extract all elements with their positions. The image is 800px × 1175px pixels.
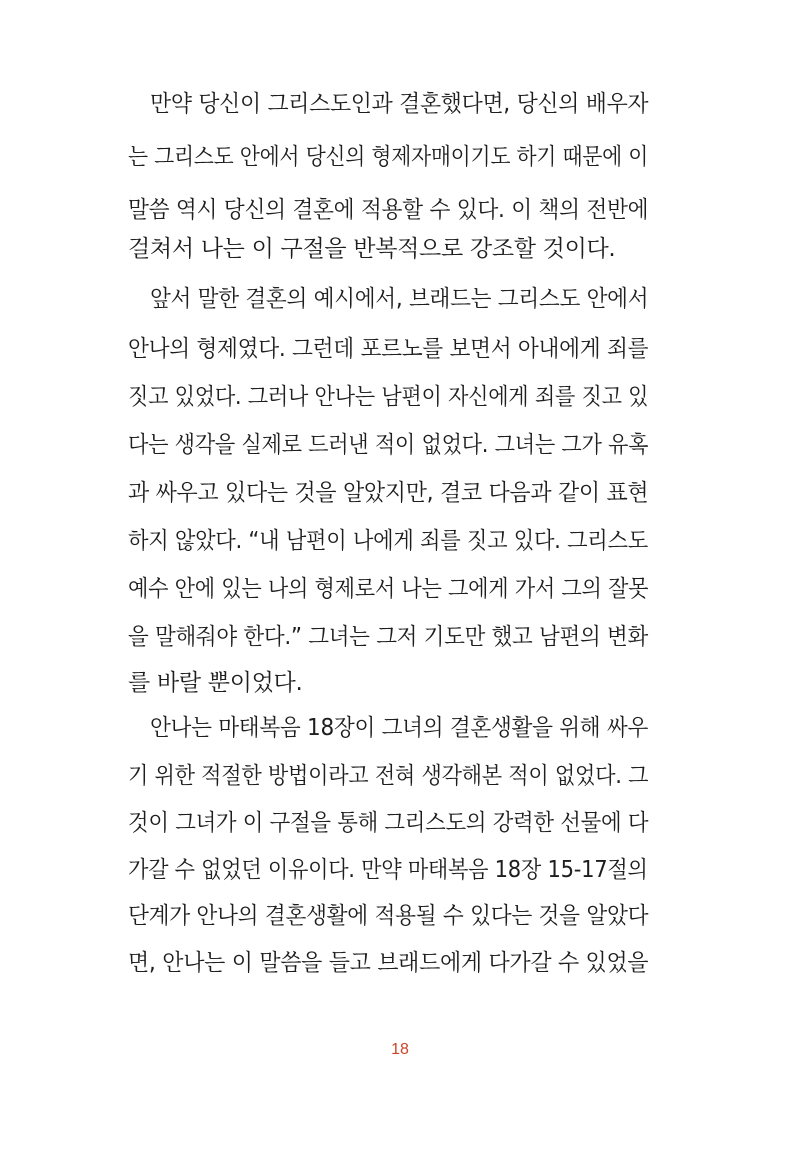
text-line: 단계가 안나의 결혼생활에 적용될 수 있다는 것을 알았다: [128, 903, 649, 929]
text-line: 안나의 형제였다. 그런데 포르노를 보면서 아내에게 죄를: [128, 336, 649, 362]
page-number: 18: [391, 1041, 409, 1058]
text-line: 다는 생각을 실제로 드러낸 적이 없었다. 그녀는 그가 유혹: [128, 432, 649, 458]
text-line: 말씀 역시 당신의 결혼에 적용할 수 있다. 이 책의 전반에: [128, 197, 649, 223]
text-line: 을 말해줘야 한다.” 그녀는 그저 기도만 했고 남편의 변화: [128, 624, 648, 650]
text-line: 앞서 말한 결혼의 예시에서, 브래드는 그리스도 안에서: [150, 286, 649, 312]
text-line: 기 위한 적절한 방법이라고 전혀 생각해본 적이 없었다. 그: [128, 763, 649, 789]
text-line: 짓고 있었다. 그러나 안나는 남편이 자신에게 죄를 짓고 있: [128, 384, 649, 410]
text-line: 과 싸우고 있다는 것을 알았지만, 결코 다음과 같이 표현: [128, 480, 649, 506]
text-line: 안나는 마태복음 18장이 그녀의 결혼생활을 위해 싸우: [150, 715, 649, 741]
text-line: 하지 않았다. “내 남편이 나에게 죄를 짓고 있다. 그리스도: [128, 528, 648, 554]
text-line: 면, 안나는 이 말씀을 들고 브래드에게 다가갈 수 있었을: [128, 950, 649, 976]
text-line: 를 바랄 뿐이었다.: [128, 670, 303, 696]
text-line: 걸쳐서 나는 이 구절을 반복적으로 강조할 것이다.: [128, 236, 616, 262]
text-line: 는 그리스도 안에서 당신의 형제자매이기도 하기 때문에 이: [128, 144, 649, 170]
text-line: 가갈 수 없었던 이유이다. 만약 마태복음 18장 15-17절의: [128, 857, 648, 883]
text-line: 것이 그녀가 이 구절을 통해 그리스도의 강력한 선물에 다: [128, 810, 649, 836]
text-line: 만약 당신이 그리스도인과 결혼했다면, 당신의 배우자: [150, 91, 649, 117]
text-line: 예수 안에 있는 나의 형제로서 나는 그에게 가서 그의 잘못: [128, 576, 649, 602]
